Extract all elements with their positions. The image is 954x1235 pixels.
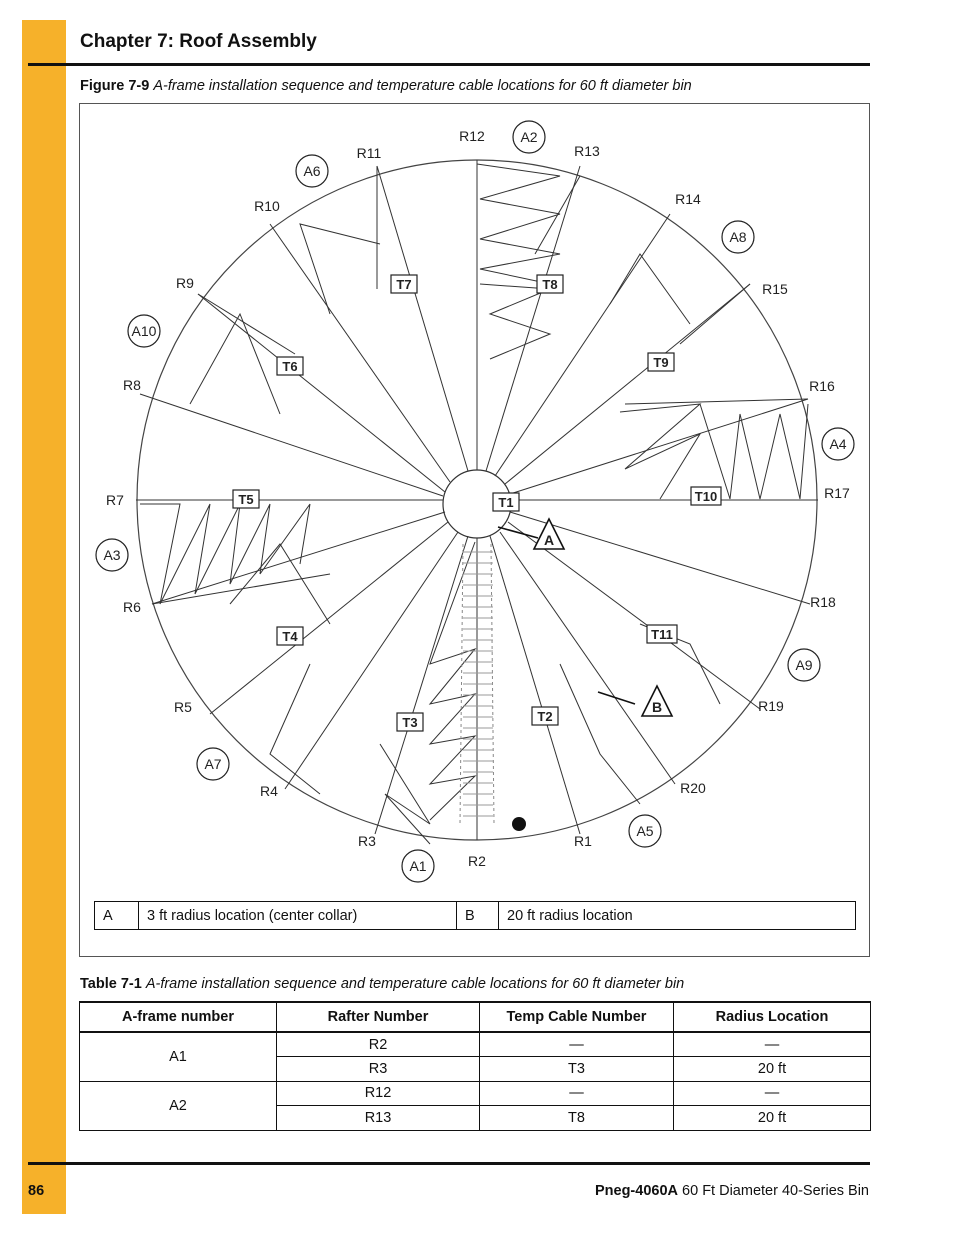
col-radius-location: Radius Location — [674, 1002, 871, 1032]
rafter-label: R17 — [824, 485, 850, 501]
cable-cell: — — [480, 1032, 674, 1057]
temp-cable-label: T7 — [396, 277, 412, 292]
rafter-cell: R2 — [277, 1032, 480, 1057]
temp-cable-label: T1 — [498, 495, 514, 510]
table-row — [80, 1081, 871, 1106]
radius-cell: — — [674, 1032, 871, 1057]
cable-cell: T3 — [480, 1057, 674, 1082]
col-rafter-number: Rafter Number — [277, 1002, 480, 1032]
legend-key-b: B — [457, 902, 499, 930]
legend-text-b: 20 ft radius location — [499, 902, 856, 930]
footer-rule — [28, 1162, 870, 1165]
aframe-marker — [722, 221, 754, 253]
document-id: Pneg-4060A — [594, 1183, 678, 1199]
temp-cable-marker — [532, 707, 558, 725]
center-dot — [512, 817, 526, 831]
temp-cable-marker — [537, 275, 563, 293]
callout-label: B — [651, 699, 663, 715]
legend-key-a: A — [95, 902, 139, 930]
table-header-row — [80, 1002, 871, 1032]
rafter-label: R5 — [174, 699, 192, 715]
temp-cable-marker — [391, 275, 417, 293]
aframe-label: A9 — [795, 657, 813, 673]
rafter-cell: R13 — [277, 1106, 480, 1131]
aframe-marker — [128, 315, 160, 347]
rafter-label: R1 — [574, 833, 592, 849]
aframe-marker — [402, 850, 434, 882]
aframe-label: A1 — [409, 858, 427, 874]
table-row — [80, 1032, 871, 1057]
rafter-label: R3 — [358, 833, 376, 849]
col-aframe-number: A-frame number — [80, 1002, 277, 1032]
rafter-label: R15 — [762, 281, 788, 297]
radius-cell: 20 ft — [674, 1057, 871, 1082]
aframe-marker — [822, 428, 854, 460]
temp-cable-marker — [233, 490, 259, 508]
rafter-label: R12 — [459, 128, 485, 144]
temp-cable-marker — [647, 625, 677, 643]
rafter-label: R16 — [809, 378, 835, 394]
rafter-label: R9 — [176, 275, 194, 291]
temp-cable-marker — [691, 487, 721, 505]
callout-label: A — [543, 532, 555, 548]
rafter-label: R10 — [254, 198, 280, 214]
aframe-cell: A1 — [80, 1032, 277, 1081]
aframe-marker — [197, 748, 229, 780]
temp-cable-marker — [397, 713, 423, 731]
table-label: Table 7-1 — [80, 976, 142, 992]
callout-marker — [642, 686, 672, 716]
figure-legend — [94, 901, 856, 930]
aframe-label: A5 — [636, 823, 654, 839]
rafter-label: R19 — [758, 698, 784, 714]
table-caption-text: A-frame installation sequence and temperature cable locations for 60 ft diameter bin — [145, 976, 685, 992]
chapter-title: Chapter 7: Roof Assembly — [80, 31, 317, 52]
rafter-label: R8 — [123, 377, 141, 393]
aframe-marker — [96, 539, 128, 571]
cable-cell: T8 — [480, 1106, 674, 1131]
page-number: 86 — [28, 1183, 45, 1199]
temp-cable-label: T6 — [282, 359, 298, 374]
document-title: 60 Ft Diameter 40-Series Bin — [682, 1183, 869, 1199]
aframe-table — [79, 1001, 871, 1131]
aframe-label: A10 — [131, 323, 157, 339]
rafter-label: R2 — [468, 853, 486, 869]
temp-cable-marker — [648, 353, 674, 371]
rafter-label: R13 — [574, 143, 600, 159]
rafter-label: R6 — [123, 599, 141, 615]
callout-marker — [534, 519, 564, 549]
figure-caption-text: A-frame installation sequence and temperature cable locations for 60 ft diameter bin — [153, 78, 692, 94]
aframe-label: A2 — [520, 129, 538, 145]
roof-diagram — [80, 104, 869, 894]
figure-caption — [80, 78, 692, 94]
aframe-marker — [296, 155, 328, 187]
temp-cable-label: T9 — [653, 355, 669, 370]
aframe-label: A7 — [204, 756, 222, 772]
footer-document-title — [595, 1183, 869, 1199]
aframe-marker — [788, 649, 820, 681]
temp-cable-label: T10 — [694, 489, 718, 504]
rafter-cell: R3 — [277, 1057, 480, 1082]
aframe-marker — [629, 815, 661, 847]
temp-cable-label: T5 — [238, 492, 254, 507]
radius-cell: — — [674, 1081, 871, 1106]
rafter-label: R14 — [675, 191, 701, 207]
temp-cable-label: T2 — [537, 709, 553, 724]
rafter-label: R7 — [106, 492, 124, 508]
rafter-cell: R12 — [277, 1081, 480, 1106]
col-temp-cable-number: Temp Cable Number — [480, 1002, 674, 1032]
temp-cable-marker — [277, 357, 303, 375]
header-rule — [28, 63, 870, 66]
aframe-label: A3 — [103, 547, 121, 563]
legend-text-a: 3 ft radius location (center collar) — [139, 902, 457, 930]
cable-cell: — — [480, 1081, 674, 1106]
temp-cable-marker — [277, 627, 303, 645]
aframe-label: A6 — [303, 163, 321, 179]
rafter-label: R11 — [356, 145, 382, 161]
aframe-label: A8 — [729, 229, 747, 245]
temp-cable-label: T8 — [542, 277, 558, 292]
table-caption — [80, 976, 684, 992]
temp-cable-marker — [493, 493, 519, 511]
aframe-marker — [513, 121, 545, 153]
radius-cell: 20 ft — [674, 1106, 871, 1131]
temp-cable-label: T11 — [651, 627, 673, 642]
temp-cable-label: T3 — [402, 715, 418, 730]
temp-cable-label: T4 — [282, 629, 298, 644]
aframe-cell: A2 — [80, 1081, 277, 1130]
figure-label: Figure 7-9 — [80, 78, 150, 94]
aframe-label: A4 — [829, 436, 847, 452]
rafter-label: R18 — [810, 594, 836, 610]
rafter-label: R4 — [260, 783, 278, 799]
chapter-sidebar-bar — [22, 20, 66, 1214]
rafter-label: R20 — [680, 780, 706, 796]
